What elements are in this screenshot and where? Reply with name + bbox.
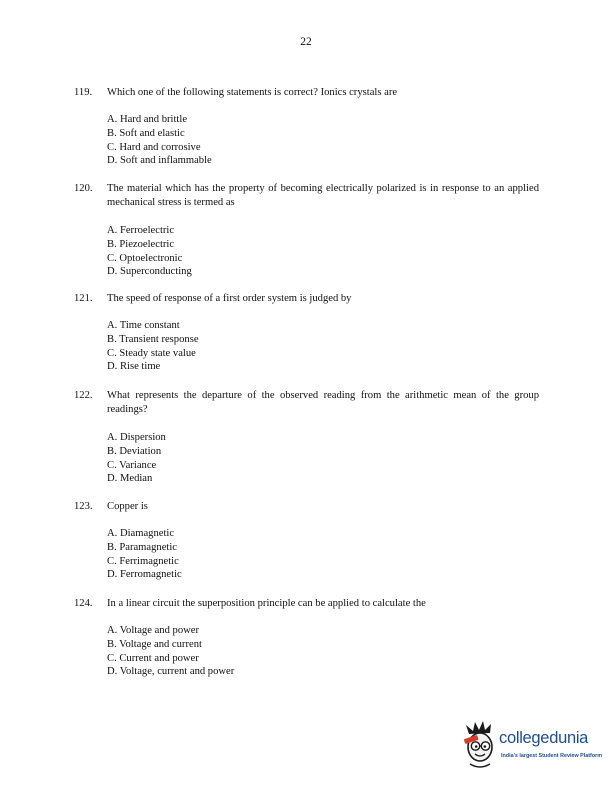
option-b: B. Deviation bbox=[107, 445, 162, 457]
option-a: A. Ferroelectric bbox=[107, 225, 175, 236]
option-list bbox=[107, 224, 407, 279]
option-d: D. Ferromagnetic bbox=[107, 569, 182, 581]
brand-name: collegedunia bbox=[499, 729, 589, 747]
question-text: The material which has the property of becoming electrically polarized is in response to an applied mechanical stress is termed as bbox=[107, 183, 539, 208]
question-text: What represents the departure of the observed reading from the arithmetic mean of the group readings? bbox=[107, 390, 539, 415]
option-c: C. Hard and corrosive bbox=[107, 141, 201, 153]
option-list bbox=[107, 319, 407, 374]
option-b: B. Soft and elastic bbox=[107, 127, 185, 139]
option-b: B. Transient response bbox=[107, 333, 199, 345]
question-number: 124. bbox=[74, 598, 93, 609]
option-c: C. Ferrimagnetic bbox=[107, 555, 179, 567]
option-b: B. Voltage and current bbox=[107, 638, 202, 650]
option-d: D. Soft and inflammable bbox=[107, 155, 212, 167]
option-list bbox=[107, 527, 407, 582]
option-list bbox=[107, 624, 407, 679]
option-a: A. Dispersion bbox=[107, 432, 166, 443]
question-number: 119. bbox=[74, 87, 93, 98]
option-b: B. Paramagnetic bbox=[107, 541, 178, 553]
option-d: D. Median bbox=[107, 473, 153, 485]
question-text: The speed of response of a first order system is judged by bbox=[107, 293, 352, 304]
collegedunia-logo bbox=[462, 720, 612, 776]
option-c: C. Steady state value bbox=[107, 347, 196, 359]
question-number: 123. bbox=[74, 501, 93, 512]
option-a: A. Time constant bbox=[107, 320, 180, 331]
page-number: 22 bbox=[300, 36, 312, 48]
question-number: 121. bbox=[74, 293, 93, 304]
mascot-face-icon bbox=[462, 720, 498, 770]
option-a: A. Voltage and power bbox=[107, 625, 199, 636]
option-list bbox=[107, 431, 407, 486]
option-a: A. Diamagnetic bbox=[107, 528, 175, 539]
question-number: 122. bbox=[74, 390, 93, 401]
question-text: In a linear circuit the superposition principle can be applied to calculate the bbox=[107, 598, 426, 609]
option-c: C. Current and power bbox=[107, 652, 199, 664]
option-d: D. Rise time bbox=[107, 361, 161, 373]
option-d: D. Voltage, current and power bbox=[107, 666, 235, 678]
question-text: Which one of the following statements is correct? Ionics crystals are bbox=[107, 87, 398, 98]
option-a: A. Hard and brittle bbox=[107, 114, 188, 125]
option-b: B. Piezoelectric bbox=[107, 238, 175, 250]
option-c: C. Optoelectronic bbox=[107, 252, 183, 264]
question-text: Copper is bbox=[107, 501, 148, 512]
option-c: C. Variance bbox=[107, 459, 157, 471]
option-list bbox=[107, 113, 407, 168]
option-d: D. Superconducting bbox=[107, 266, 192, 278]
brand-tagline: India's largest Student Review Platform bbox=[501, 753, 603, 759]
question-number: 120. bbox=[74, 183, 93, 194]
